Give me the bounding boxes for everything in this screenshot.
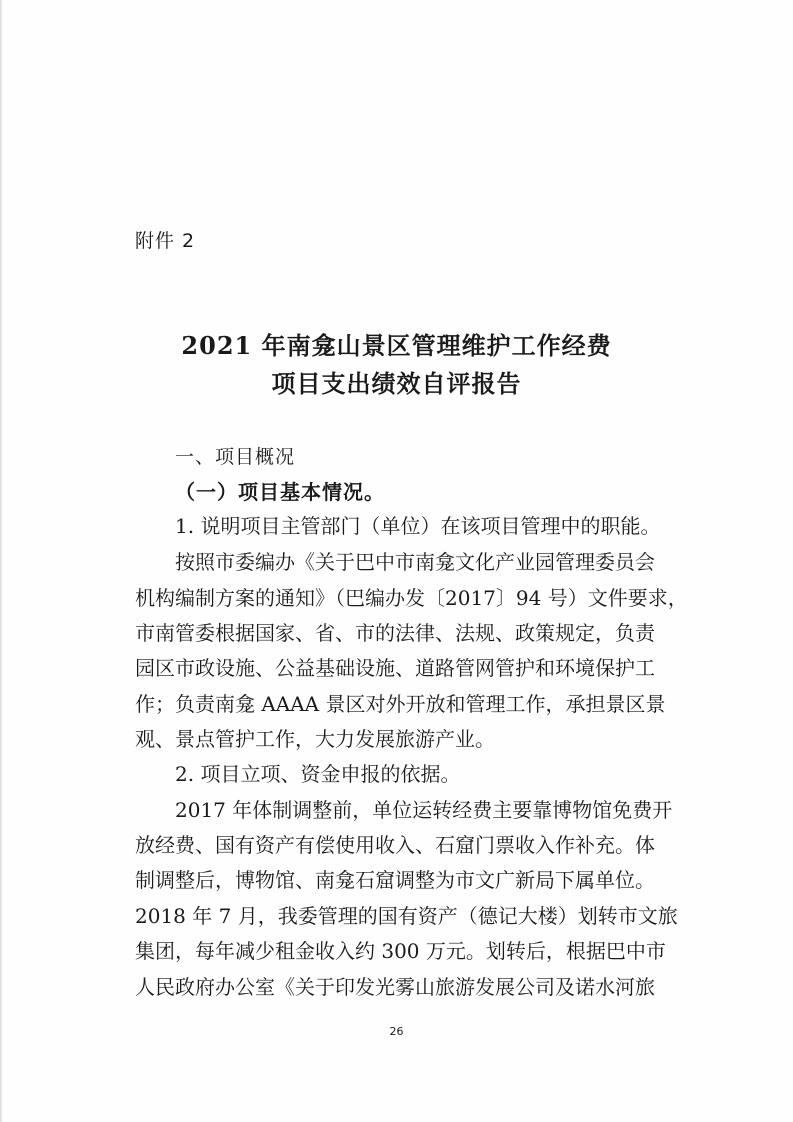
paragraph-line: 人民政府办公室《关于印发光雾山旅游发展公司及诺水河旅: [135, 975, 655, 999]
section-heading: 一、项目概况: [175, 446, 296, 468]
paragraph-line: 机构编制方案的通知》（巴编办发〔2017〕94 号）文件要求，: [135, 586, 688, 610]
report-title-line-1: 2021 年南龛山景区管理维护工作经费: [181, 331, 612, 360]
item-2-heading: 2. 项目立项、资金申报的依据。: [175, 762, 461, 786]
paragraph-line: 市南管委根据国家、省、市的法律、法规、政策规定，负责: [135, 621, 655, 645]
paragraph-line: 2017 年体制调整前，单位运转经费主要靠博物馆免费开: [175, 798, 673, 822]
attachment-label: 附件 2: [135, 230, 196, 252]
scan-edge: [0, 0, 3, 1122]
paragraph-line: 园区市政设施、公益基础设施、道路管网管护和环境保护工: [135, 656, 655, 680]
report-title-line-2: 项目支出绩效自评报告: [271, 369, 522, 398]
paragraph-line: 集团，每年减少租金收入约 300 万元。划转后，根据巴中市: [135, 939, 666, 963]
subsection-heading: （一）项目基本情况。: [175, 480, 385, 504]
paragraph-line: 2018 年 7 月，我委管理的国有资产（德记大楼）划转市文旅: [135, 904, 678, 928]
paragraph-line: 按照市委编办《关于巴中市南龛文化产业园管理委员会: [175, 550, 655, 574]
paragraph-line: 观、景点管护工作，大力发展旅游产业。: [135, 727, 495, 751]
page-number: 26: [389, 1025, 404, 1038]
item-1-heading: 1. 说明项目主管部门（单位）在该项目管理中的职能。: [175, 514, 661, 538]
paragraph-line: 作；负责南龛 AAAA 景区对外开放和管理工作，承担景区景: [135, 692, 666, 716]
paragraph-line: 放经费、国有资产有偿使用收入、石窟门票收入作补充。体: [135, 833, 655, 857]
paragraph-line: 制调整后，博物馆、南龛石窟调整为市文广新局下属单位。: [135, 868, 655, 892]
